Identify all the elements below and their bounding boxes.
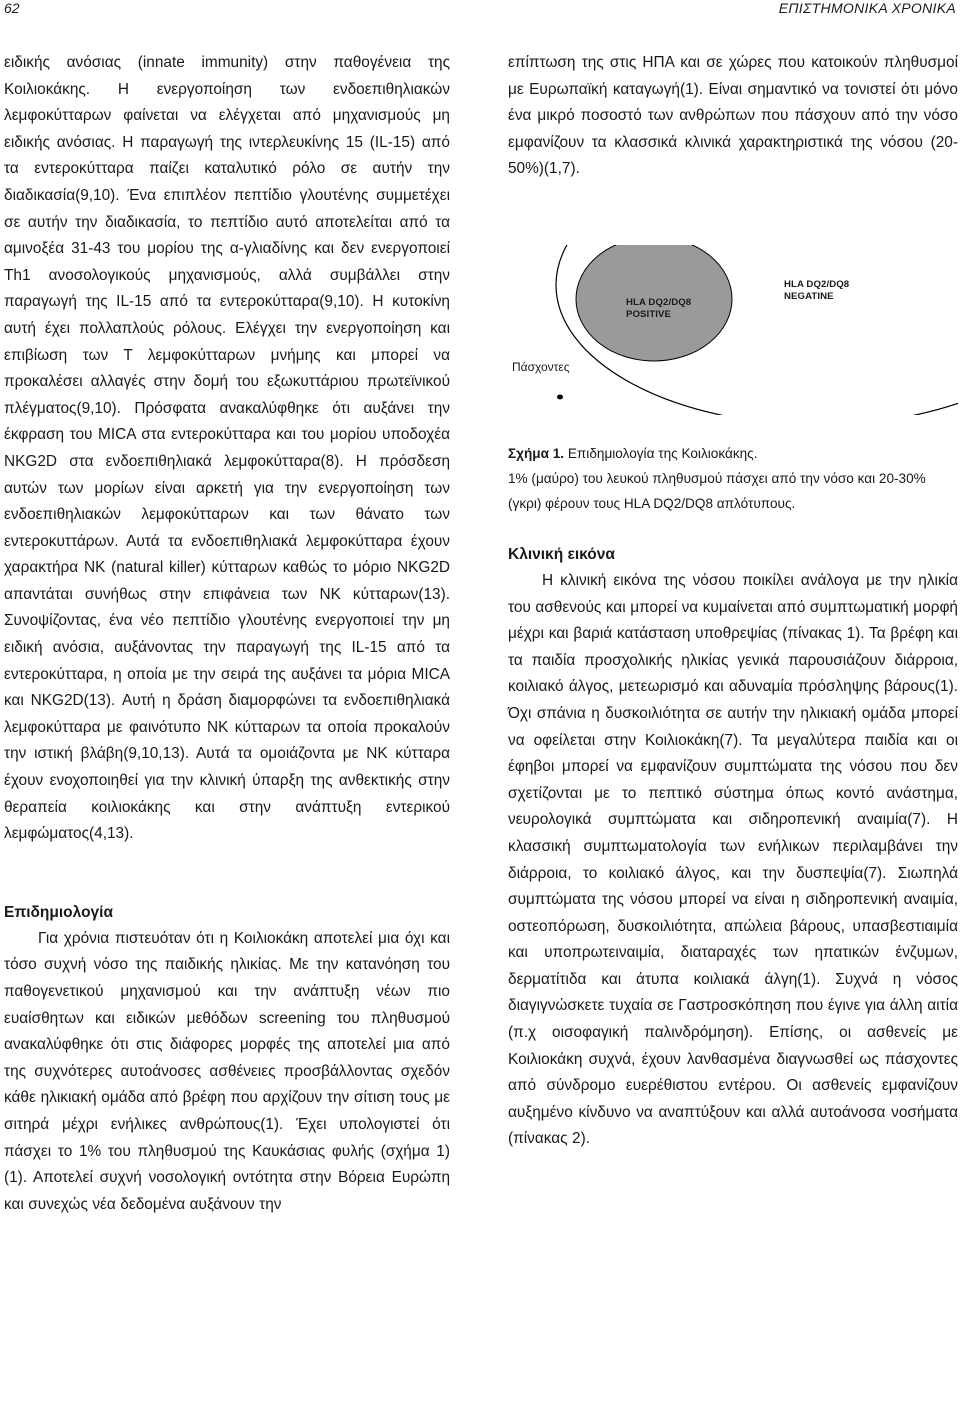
label-hla-positive-line-1: HLA DQ2/DQ8 (626, 296, 692, 308)
figure-1-svg (508, 245, 958, 415)
label-hla-negative-line-1: HLA DQ2/DQ8 (784, 278, 850, 290)
right-column (508, 50, 958, 1153)
figure-1-epidemiology-diagram (508, 245, 958, 415)
label-hla-negative-line-2: NEGATINE (784, 290, 834, 302)
right-body-paragraph-2: Η κλινική εικόνα της νόσου ποικίλει ανάλογα με την ηλικία του ασθενούς και μπορεί να κυμαίνεται από συμπτωματική μορφή μέχρι και βαριά κατάσταση υποθρεψίας (πίνακας 1). Τα βρέφη και τα παιδία προσχολικής ηλικίας γενικά παρουσιάζουν διάρροια, κοιλιακό άλγος, μετεωρισμό και αδυναμία πρόσληψης βάρους(1). Όχι σπάνια η δυσκοιλιότητα σε αυτήν την ηλικιακή ομάδα μπορεί να οφείλεται στην Κοιλιοκάκη(7). Τα μεγαλύτερα παιδία και οι έφηβοι μπορεί να εμφανίζουν συμπτώματα της νόσου που δεν σχετίζονται με το πεπτικό σύστημα όπως κοντό ανάστημα, νευρολογικά συμπτώματα και σιδηροπενική αναιμία(7). Η κλασσική συμπτωματολογία των ενήλικων περιλαμβάνει την διάρροια, το κοιλιακό άλγος, και την δυσπεψία(7). Σιωπηλά συμπτώματα της νόσου μπορεί να είναι η σιδηροπενική αναιμία, οστεοπόρωση, δυσκοιλιότητα, απώλεια βάρους, υπασβεστιαιμία και υποπρωτειναιμία, διαταραχές των ηπατικών ένζυμων, δερματίτιδα και άτυπα κοιλιακά άλγη(1). Συχνά η νόσος διαγιγνώσκετε τυχαία σε Γαστροσκόπηση που έγινε για άλλη αιτία (π.χ οισοφαγική παλινδρόμηση). Επίσης, οι ασθενείς με Κοιλιοκάκη συχνά, έχουν λανθασμένα διαγνωσθεί ως πάσχοντες από σύνδρομο ευερέθιστου εντέρου. Οι ασθενείς εμφανίζουν αυξημένο κίνδυνο να αναπτύξουν και αλλά αυτοάνοσα νοσήματα (πίνακας 2). (508, 571, 958, 1148)
caption-title: Επιδημιολογία της Κοιλιοκάκης. (567, 445, 758, 461)
label-hla-positive-line-2: POSITIVE (626, 308, 672, 320)
right-body-paragraph-1: επίπτωση της στις ΗΠΑ και σε χώρες που κατοικούν πληθυσμοί με Ευρωπαϊκή καταγωγή(1). Είναι σημαντικό να τονιστεί ότι μόνο ένα μικρό ποσοστό των ανθρώπων που πάσχουν από την νόσο εμφανίζουν τα κλασσικά κλινικά χαρακτηριστικά της νόσου (20-50%)(1,7). (508, 54, 958, 178)
caption-title-line (508, 441, 958, 466)
journal-title: ΕΠΙΣΤΗΜΟΝΙΚΑ ΧΡΟΝΙΚΑ (778, 0, 956, 16)
caption-text: 1% (μαύρο) του λευκού πληθυσμού πάσχει από την νόσο και 20-30% (γκρι) φέρουν τους HLA DQ2/DQ8 απλότυπους. (508, 470, 926, 511)
figure-1-caption (508, 441, 958, 516)
label-hla-positive (626, 297, 691, 321)
caption-label: Σχήμα 1. (508, 445, 565, 461)
left-body-paragraph-2: Για χρόνια πιστευόταν ότι η Κοιλιοκάκη αποτελεί μια όχι και τόσο συχνή νόσο της παιδικής ηλικίας. Με την κατανόηση του παθογενετικού μηχανισμού και την ανάπτυξη νέων πιο ευαίσθητων και ειδικών μεθόδων screening του πληθυσμού ανακαλύφθηκε ότι στις διάφορες μορφές της αποτελεί μια από της συχνότερες αυτοάνοσες ασθένειες προσβάλλοντας σχεδόν κάθε ηλικιακή ομάδα από βρέφη που αρχίζουν την σίτιση τους με σιτηρά μέχρι ενήλικες ανθρώπους(1). Έχει υπολογιστεί ότι πάσχει το 1% του πληθυσμού της Καυκάσιας φυλής (σχήμα 1) (1). Αποτελεί συχνή νοσολογική οντότητα στην Βόρεια Ευρώπη και συνεχώς νέα δεδομένα αυξάνουν την (4, 929, 450, 1213)
inner-circle-patients (557, 394, 563, 399)
left-body-paragraph-1: ειδικής ανόσιας (innate immunity) στην παθογένεια της Κοιλιοκάκης. Η ενεργοποίηση των ενδοεπιθηλιακών λεμφοκύτταρων φαίνεται να ελέγχεται από μηχανισμούς μη ειδικής ανόσιας. Η παραγωγή της ιντερλευκίνης 15 (IL-15) από τα εντεροκύτταρα παίζει καταλυτικό ρόλο σε αυτήν την διαδικασία(9,10). Ένα επιπλέον πεπτίδιο γλουτένης συμμετέχει σε αυτήν την διαδικασία, το πεπτίδιο αυτό αποτελείται από τα αμινοξέα 31-43 του μορίου της α-γλιαδίνης και δεν ενεργοποιεί Th1 ανοσολογικούς μηχανισμούς, αλλά συμβάλλει στην παραγωγή της IL-15 από τα εντεροκύτταρα(9,10). Η κυτοκίνη αυτή έχει πολλαπλούς ρόλους. Ελέγχει την ενεργοποίηση και επιβίωση των Τ λεμφοκύτταρων μνήμης και μπορεί να προκαλέσει αλλαγές στην δομή του εξωκυττάριου πρωτεϊνικού πλέγματος(9,10). Πρόσφατα ανακαλύφθηκε ότι αυξάνει την έκφραση του MICA στα εντεροκύτταρα και του μορίου υποδοχέα NKG2D στα ενδοεπιθηλιακά λεμφοκύτταρα(8). Η πρόσδεση αυτών των μορίων είναι αρκετή για την ενεργοποίηση των ενδοεπιθηλιακών λεμφοκύτταρων και των θάνατο των εντεροκυττάρων. Αυτά τα ενδοεπιθηλιακά λεμφοκύτταρα έχουν χαρακτήρα ΝΚ (natural killer) κύτταρων καθώς το μόριο NKG2D απαντάται συνήθως στην επιφάνεια των ΝΚ κύτταρων(13). Συνοψίζοντας, ένα νέο πεπτίδιο γλουτένης ενεργοποιεί την μη ειδική ανόσια, αυξάνοντας την παραγωγή της IL-15 από τα εντεροκύτταρα, η οποία με την σειρά της αυξάνει τα μόρια MICA και NKG2D(13). Αυτή η δράση διαμορφώνει τα ενδοεπιθηλιακά λεμφοκύτταρα με φαινότυπο ΝΚ κύτταρων τα οποία προκαλούν την ιστική βλάβη(9,10,13). Αυτά τα ομοιάζοντα με ΝΚ κύτταρα έχουν ενοχοποιηθεί για την κλινική ύπαρξη της ανθεκτικής στην θεραπεία κοιλιοκάκης και στην ανάπτυξη εντερικού λεμφώματος(4,13). (4, 54, 450, 843)
label-hla-negative (784, 279, 849, 303)
page-number: 62 (4, 0, 20, 16)
section-heading-epidemiology: Επιδημιολογία (4, 903, 113, 921)
label-patients: Πάσχοντες (512, 359, 570, 374)
section-heading-clinical-picture: Κλινική εικόνα (508, 545, 615, 563)
page-header (0, 0, 960, 22)
left-column (4, 50, 450, 1218)
